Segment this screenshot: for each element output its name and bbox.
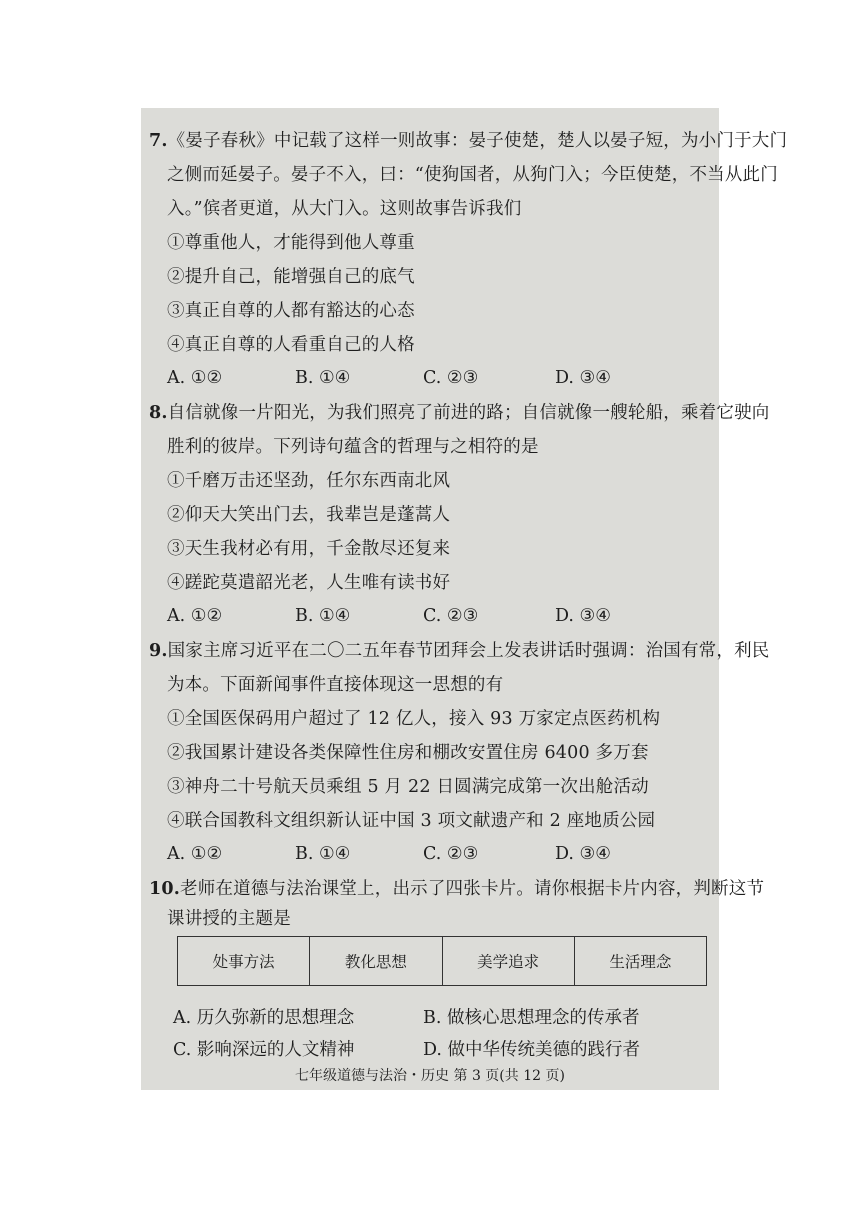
q8-option-d: D. ③④ [555, 606, 611, 626]
q7-option-d: D. ③④ [555, 368, 611, 388]
q10-options-row-2 [173, 1036, 713, 1058]
q9-stem-line-1: 9.国家主席习近平在二〇二五年春节团拜会上发表讲话时强调：治国有常，利民 [149, 641, 770, 661]
q10-option-c: C. 影响深远的人文精神 [173, 1040, 355, 1060]
q8-option-b: B. ①④ [295, 606, 351, 626]
q10-card-4: 生活理念 [574, 937, 706, 986]
q7-item-4: ④真正自尊的人看重自己的人格 [167, 335, 415, 355]
q8-item-3: ③天生我材必有用，千金散尽还复来 [167, 539, 451, 559]
q7-stem-line-1: 7.《晏子春秋》中记载了这样一则故事：晏子使楚，楚人以晏子短，为小门于大门 [149, 131, 788, 151]
q10-option-d: D. 做中华传统美德的践行者 [423, 1040, 641, 1060]
q10-option-a: A. 历久弥新的思想理念 [173, 1008, 355, 1028]
q8-option-c: C. ②③ [423, 606, 479, 626]
q10-card-2: 教化思想 [310, 937, 442, 986]
q7-options [167, 368, 707, 390]
q8-item-1: ①千磨万击还坚劲，任尔东西南北风 [167, 471, 451, 491]
q10-stem-line-2: 课讲授的主题是 [167, 909, 291, 929]
q8-option-a: A. ①② [167, 606, 223, 626]
q9-item-2: ②我国累计建设各类保障性住房和棚改安置住房 6400 多万套 [167, 743, 649, 763]
q7-item-2: ②提升自己，能增强自己的底气 [167, 267, 415, 287]
q8-options [167, 606, 707, 628]
q9-option-d: D. ③④ [555, 844, 611, 864]
q10-stem-line-1: 10.老师在道德与法治课堂上，出示了四张卡片。请你根据卡片内容，判断这节 [149, 879, 765, 899]
q10-option-b: B. 做核心思想理念的传承者 [423, 1008, 640, 1028]
q9-item-4: ④联合国教科文组织新认证中国 3 项文献遗产和 2 座地质公园 [167, 811, 656, 831]
q7-stem-line-2: 之侧而延晏子。晏子不入，曰：“使狗国者，从狗门入；今臣使楚，不当从此门 [167, 165, 778, 185]
q9-option-a: A. ①② [167, 844, 223, 864]
exam-page [141, 108, 788, 1090]
q9-options [167, 844, 707, 866]
q7-option-b: B. ①④ [295, 368, 351, 388]
q7-option-a: A. ①② [167, 368, 223, 388]
q10-cards-table [177, 936, 707, 986]
q7-option-c: C. ②③ [423, 368, 479, 388]
q10-options-row-1 [173, 1004, 713, 1026]
q9-option-b: B. ①④ [295, 844, 351, 864]
q8-item-2: ②仰天大笑出门去，我辈岂是蓬蒿人 [167, 505, 451, 525]
q7-item-3: ③真正自尊的人都有豁达的心态 [167, 301, 415, 321]
page-footer: 七年级道德与法治・历史 第 3 页(共 12 页) [295, 1068, 565, 1084]
q8-stem-line-1: 8.自信就像一片阳光，为我们照亮了前进的路；自信就像一艘轮船，乘着它驶向 [149, 403, 770, 423]
q7-stem-line-3: 入。”傧者更道，从大门入。这则故事告诉我们 [167, 199, 522, 219]
q9-item-3: ③神舟二十号航天员乘组 5 月 22 日圆满完成第一次出舱活动 [167, 777, 649, 797]
q10-card-3: 美学追求 [442, 937, 574, 986]
q8-item-4: ④蹉跎莫遣韶光老，人生唯有读书好 [167, 573, 451, 593]
q9-stem-line-2: 为本。下面新闻事件直接体现这一思想的有 [167, 675, 504, 695]
q9-item-1: ①全国医保码用户超过了 12 亿人，接入 93 万家定点医药机构 [167, 709, 661, 729]
q7-item-1: ①尊重他人，才能得到他人尊重 [167, 233, 415, 253]
q8-stem-line-2: 胜利的彼岸。下列诗句蕴含的哲理与之相符的是 [167, 437, 539, 457]
q10-card-1: 处事方法 [178, 937, 310, 986]
q9-option-c: C. ②③ [423, 844, 479, 864]
